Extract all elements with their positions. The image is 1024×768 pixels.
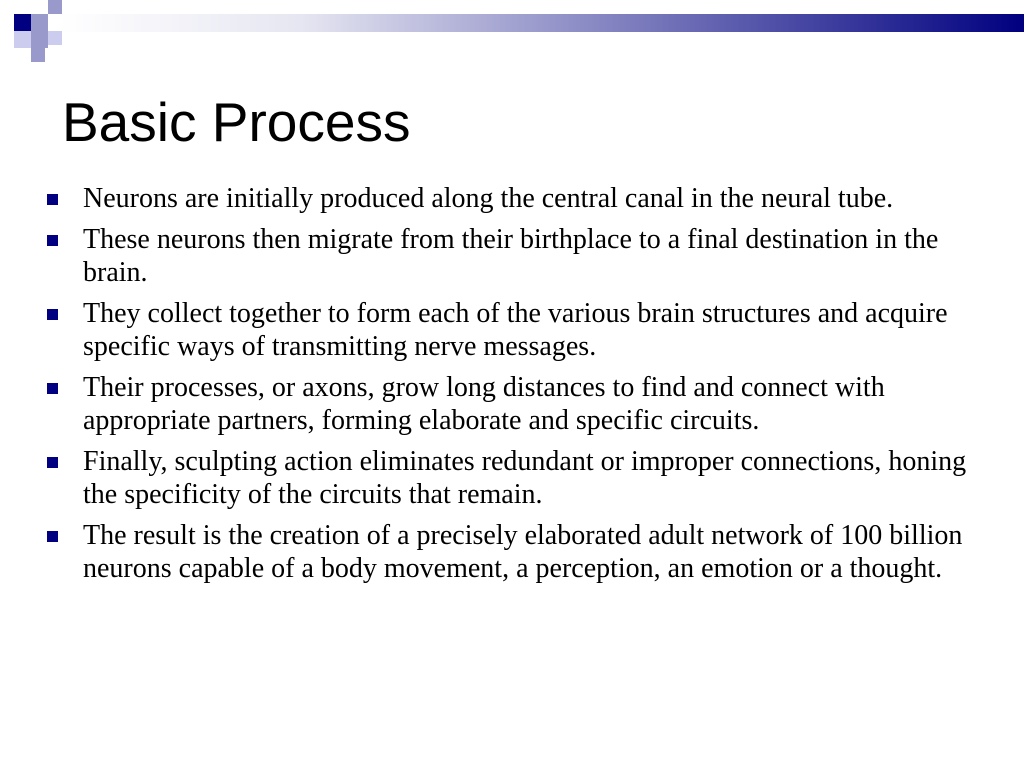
deco-square-dark [14, 14, 31, 31]
bullet-item [43, 445, 1003, 511]
header-gradient-bar [60, 14, 1024, 32]
bullet-text: The result is the creation of a precisely elaborated adult network of 100 billion neurons capable of a body movement, a perception, an emotion or a thought. [83, 520, 963, 584]
square-bullet-icon [47, 194, 58, 205]
square-bullet-icon [47, 383, 58, 394]
header-decoration [0, 0, 1024, 70]
bullet-item [43, 182, 1003, 215]
bullet-list [43, 182, 1003, 593]
bullet-item [43, 371, 1003, 437]
square-bullet-icon [47, 457, 58, 468]
bullet-text: Neurons are initially produced along the central canal in the neural tube. [83, 183, 894, 214]
bullet-item [43, 297, 1003, 363]
deco-square-light-6 [31, 48, 45, 62]
square-bullet-icon [47, 531, 58, 542]
square-bullet-icon [47, 309, 58, 320]
square-bullet-icon [47, 235, 58, 246]
bullet-text: They collect together to form each of the various brain structures and acquire specific ways of transmitting nerve messages. [83, 298, 948, 362]
bullet-item [43, 519, 1003, 585]
deco-square-light-2 [48, 0, 62, 14]
slide-title: Basic Process [62, 91, 411, 153]
bullet-text: Their processes, or axons, grow long distances to find and connect with appropriate partners, forming elaborate and specific circuits. [83, 372, 885, 436]
deco-square-light-4 [14, 31, 31, 48]
bullet-text: These neurons then migrate from their birthplace to a final destination in the brain. [83, 224, 939, 288]
deco-square-light-5 [48, 31, 62, 45]
bullet-text: Finally, sculpting action eliminates redundant or improper connections, honing the specificity of the circuits that remain. [83, 446, 967, 510]
deco-square-light-1 [31, 14, 48, 31]
bullet-item [43, 223, 1003, 289]
deco-square-light-3 [31, 31, 48, 48]
